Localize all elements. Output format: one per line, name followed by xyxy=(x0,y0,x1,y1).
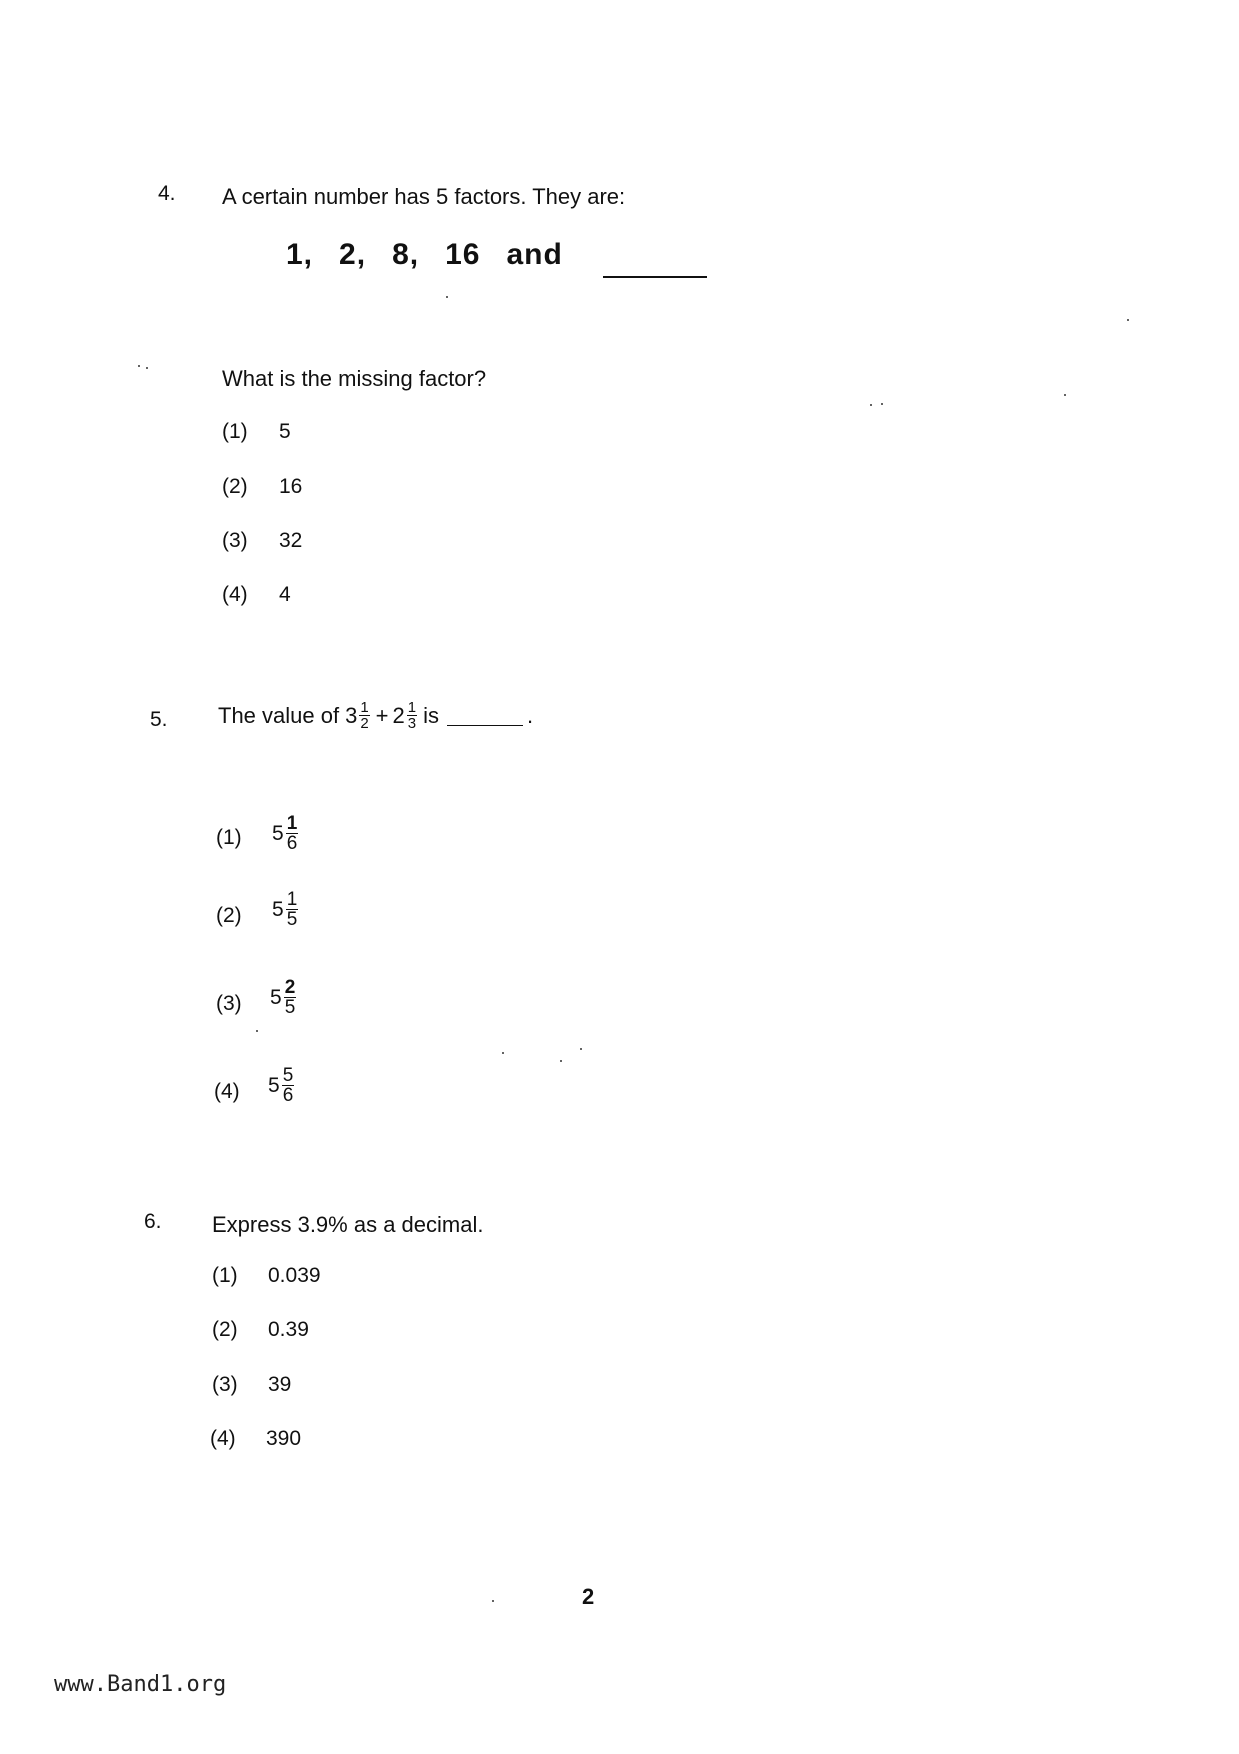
q4-option-2-value: 16 xyxy=(279,475,303,498)
factor-3: 8, xyxy=(392,238,420,271)
q5-opt2-denominator: 5 xyxy=(286,909,298,930)
question-4-answer-blank xyxy=(603,276,707,278)
question-4-prompt: What is the missing factor? xyxy=(222,366,487,391)
q5-plus: + xyxy=(375,702,389,728)
q5-term2-denominator: 3 xyxy=(407,715,417,732)
q5-term1-fraction xyxy=(359,700,369,731)
scan-speck xyxy=(1127,319,1129,321)
question-4-number: 4. xyxy=(158,182,176,205)
q5-opt3-numerator: 2 xyxy=(284,977,296,998)
scan-speck xyxy=(492,1600,494,1602)
scan-speck xyxy=(146,367,148,369)
q5-option-3-label: (3) xyxy=(216,992,242,1015)
footer-url: www.Band1.org xyxy=(54,1672,227,1697)
q5-term2-whole: 2 xyxy=(392,702,405,728)
q6-option-3-value: 39 xyxy=(268,1373,292,1396)
factor-and: and xyxy=(506,238,563,271)
q6-option-2-label: (2) xyxy=(212,1318,238,1341)
q5-opt2-fraction xyxy=(286,890,299,929)
q6-option-1-label: (1) xyxy=(212,1264,238,1287)
q5-opt1-numerator: 1 xyxy=(286,813,298,834)
scan-speck xyxy=(256,1030,258,1032)
q6-option-4-value: 390 xyxy=(266,1427,302,1450)
q5-term1-denominator: 2 xyxy=(360,715,369,732)
q5-option-4-value xyxy=(268,1066,296,1105)
question-6-number: 6. xyxy=(144,1210,162,1233)
q4-option-3-label: (3) xyxy=(222,529,248,552)
q4-option-3-value: 32 xyxy=(279,529,303,552)
q5-opt4-denominator: 6 xyxy=(282,1085,294,1106)
q5-option-3-value xyxy=(270,978,298,1017)
question-5-text xyxy=(218,700,533,731)
q5-option-2-label: (2) xyxy=(216,904,242,927)
factor-2: 2, xyxy=(339,238,367,271)
q5-opt3-fraction xyxy=(284,978,297,1017)
q5-option-2-value xyxy=(272,890,300,929)
scan-speck xyxy=(446,296,448,298)
scan-speck xyxy=(138,365,140,367)
page-number: 2 xyxy=(582,1584,595,1609)
q5-opt4-numerator: 5 xyxy=(282,1065,294,1086)
q5-term1-whole: 3 xyxy=(345,702,358,728)
factor-4: 16 xyxy=(445,238,481,271)
q5-opt4-fraction xyxy=(282,1066,295,1105)
q5-opt2-whole: 5 xyxy=(272,897,284,921)
q5-option-1-value xyxy=(272,814,300,853)
q5-opt2-numerator: 1 xyxy=(286,889,298,910)
question-4-text: A certain number has 5 factors. They are: xyxy=(222,184,626,209)
q5-opt1-whole: 5 xyxy=(272,821,284,845)
q5-period: . xyxy=(527,702,534,728)
question-4-factor-list xyxy=(286,238,589,272)
q4-option-1-value: 5 xyxy=(279,420,291,443)
factor-1: 1, xyxy=(286,238,314,271)
q5-term1-numerator: 1 xyxy=(360,699,369,716)
q5-opt3-denominator: 5 xyxy=(284,997,296,1018)
q5-term2-fraction xyxy=(407,700,417,731)
scan-speck xyxy=(881,403,883,405)
q5-option-4-label: (4) xyxy=(214,1080,240,1103)
q4-option-1-label: (1) xyxy=(222,420,248,443)
q5-opt4-whole: 5 xyxy=(268,1073,280,1097)
q4-option-4-label: (4) xyxy=(222,583,248,606)
scan-speck xyxy=(1064,394,1066,396)
q6-option-3-label: (3) xyxy=(212,1373,238,1396)
q6-option-1-value: 0.039 xyxy=(268,1264,321,1287)
q5-suffix: is xyxy=(423,702,440,728)
scan-speck xyxy=(580,1048,582,1050)
q5-term2-numerator: 1 xyxy=(407,699,417,716)
q5-opt3-whole: 5 xyxy=(270,985,282,1009)
q5-prefix: The value of xyxy=(218,702,340,728)
scan-speck xyxy=(502,1052,504,1054)
q4-option-4-value: 4 xyxy=(279,583,291,606)
q4-option-2-label: (2) xyxy=(222,475,248,498)
q5-answer-blank xyxy=(447,705,523,726)
q5-option-1-label: (1) xyxy=(216,826,242,849)
q5-opt1-denominator: 6 xyxy=(286,833,298,854)
scan-speck xyxy=(870,404,872,406)
question-5-number: 5. xyxy=(150,708,168,731)
q5-opt1-fraction xyxy=(286,814,299,853)
scan-speck xyxy=(560,1060,562,1062)
q6-option-4-label: (4) xyxy=(210,1427,236,1450)
question-6-text: Express 3.9% as a decimal. xyxy=(212,1212,484,1237)
q6-option-2-value: 0.39 xyxy=(268,1318,309,1341)
